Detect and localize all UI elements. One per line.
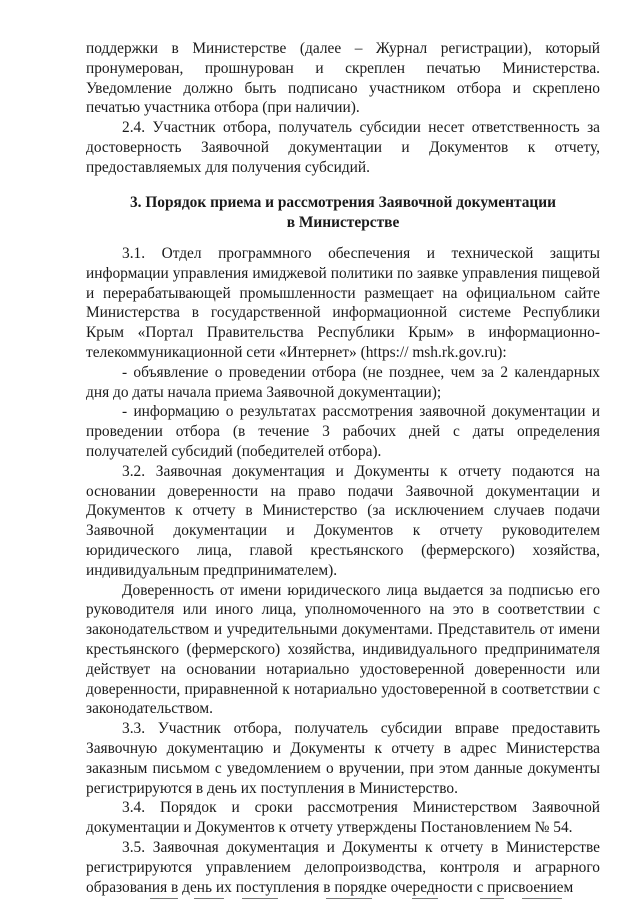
paragraph-continuation: поддержки в Министерстве (далее – Журнал регистрации), который пронумерован, прошнурован и скреплен печатью Министерства. Уведомление должно быть подписано участником отбора и скреплено печатью участника отбора (при наличии).	[86, 40, 600, 117]
scan-edge-marks	[150, 898, 600, 902]
top-text-block	[86, 39, 600, 178]
scan-mark	[326, 898, 372, 899]
paragraph-3-5: 3.5. Заявочная документация и Документы к отчету в Министерстве регистрируются управлением делопроизводства, контроля и аграрного образования в день их поступления в порядке очередности с присвоением	[86, 838, 600, 896]
scan-mark	[480, 898, 504, 899]
list-item-results: - информацию о результатах рассмотрения заявочной документации и проведении отбора (в течение 3 рабочих дней с даты определения получателей субсидий (победителей отбора).	[86, 403, 600, 460]
list-item-announcement: - объявление о проведении отбора (не позднее, чем за 2 календарных дня до даты начала приема Заявочной документации);	[86, 363, 600, 401]
section-heading-line-1: 3. Порядок приема и рассмотрения Заявочной документации	[129, 194, 557, 211]
scan-mark	[150, 898, 178, 899]
paragraph-3-1: 3.1. Отдел программного обеспечения и технической защиты информации управления имиджевой политики по заявке управления пищевой и перерабатывающей промышленности размещает на официальном сайте Министерства в государственной информационной системе Республики Крым «Портал Правительства Республики Крым» в информационно-телекоммуникационной сети «Интернет» (https:// msh.rk.gov.ru):	[86, 245, 600, 361]
scan-mark	[412, 898, 438, 899]
section-heading	[86, 193, 600, 233]
scan-mark	[522, 898, 562, 899]
paragraph-power-of-attorney: Доверенность от имени юридического лица выдается за подписью его руководителя или иного лица, уполномоченного на это в соответствии с законодательством и учредительными документами. Представитель от имени крестьянского (фермерского) хозяйства, индивидуального предпринимателя действует на основании нотариально удостоверенной доверенности или доверенности, приравненной к нотариально удостоверенной в соответствии с законодательством.	[86, 581, 600, 718]
scan-mark	[194, 898, 224, 899]
paragraph-3-2: 3.2. Заявочная документация и Документы к отчету подаются на основании доверенности на право подачи Заявочной документации и Документов к отчету в Министерство (за исключением случаев подачи Заявочной документации и Документов к отчету руководителем юридического лица, главой крестьянского (фермерского) хозяйства, индивидуальным предпринимателем).	[86, 462, 600, 579]
section-text-block	[86, 244, 600, 897]
paragraph-2-4: 2.4. Участник отбора, получатель субсидии несет ответственность за достоверность Заявочной документации и Документов к отчету, предоставляемых для получения субсидий.	[86, 119, 600, 176]
paragraph-3-4: 3.4. Порядок и сроки рассмотрения Министерством Заявочной документации и Документов к отчету утверждены Постановлением № 54.	[86, 799, 600, 837]
section-heading-line-2: в Министерстве	[286, 213, 400, 231]
scan-mark	[242, 898, 278, 899]
paragraph-3-3: 3.3. Участник отбора, получатель субсидии вправе предоставить Заявочную документацию и Документы к отчету в адрес Министерства заказным письмом с уведомлением о вручении, при этом данные документы регистрируются в день их поступления в Министерство.	[86, 720, 600, 797]
